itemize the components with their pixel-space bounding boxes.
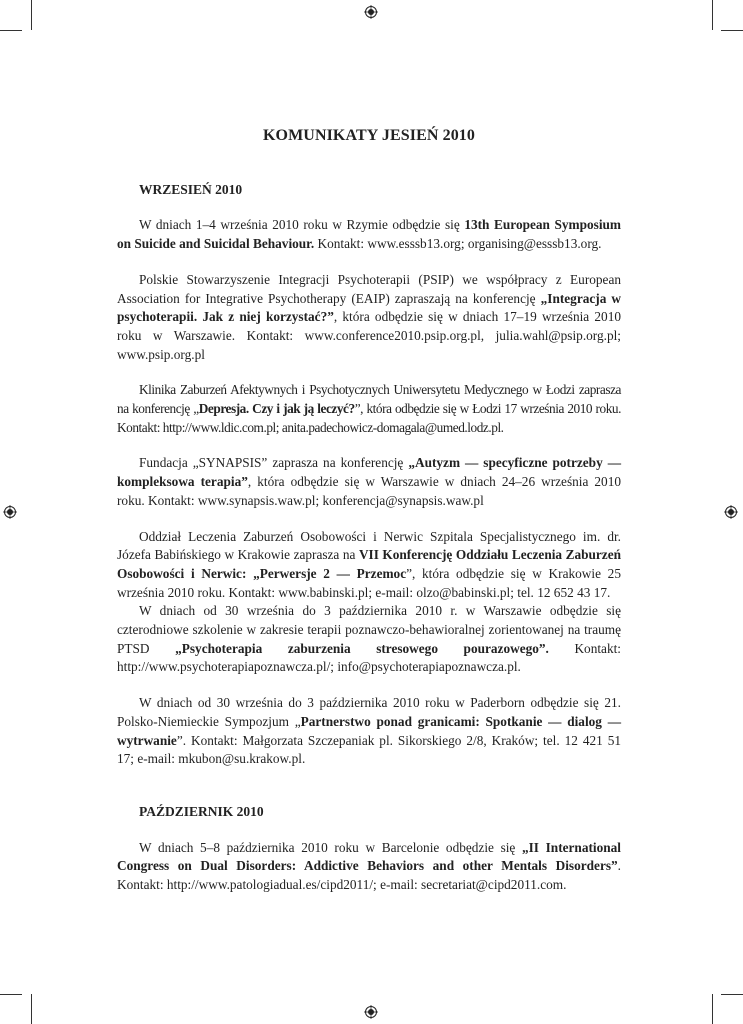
event-name: „Autyzm — specyficzne potrzeby — kompleksowa terapia” <box>117 455 622 490</box>
crop-mark-left-bottom <box>0 994 22 995</box>
crop-mark-bottom-right <box>712 994 713 1024</box>
crop-mark-top-right <box>712 0 713 30</box>
announcement-paragraph: Klinika Zaburzeń Afektywnych i Psychotycznych Uniwersytetu Medycznego w Łodzi zaprasza na konferencję „Depresja. Czy i jak ją leczyć?”, która odbędzie się w Łodzi 17 września 2010 roku. Kontakt: http://www.ldic.com.pl; anita.padechowicz-domagala@umed.lodz.pl. <box>117 382 621 435</box>
crop-mark-right-top <box>721 30 743 31</box>
event-name: VII Konferencję Oddziału Leczenia Zaburzeń Osobowości i Nerwic: „Perwersje 2 — Przemoc <box>117 547 621 581</box>
registration-mark-top-icon <box>364 5 378 19</box>
crop-mark-left-top <box>0 30 22 31</box>
page-title: KOMUNIKATY JESIEŃ 2010 <box>263 127 475 144</box>
crop-mark-top-left <box>31 0 32 30</box>
event-name: 13th European Symposium on Suicide and Suicidal Behaviour. <box>117 217 622 252</box>
event-name: „II International Congress on Dual Disorders: Addictive Behaviors and other Mentals Disorders” <box>117 839 621 874</box>
announcement-paragraph: W dniach od 30 września do 3 października 2010 r. w Warszawie odbędzie się czterodniowe szkolenie w zakresie terapii poznawczo-behawioralnej zorientowanej na traumę PTSD „Psychoterapia zaburzenia stresowego pourazowego”. Kontakt: http://www.psychoterapiapoznawcza.pl/; info@psychoterapiapoznawcza.pl. <box>117 603 621 675</box>
event-name: „Integracja w psychoterapii. Jak z niej korzystać?” <box>117 290 622 325</box>
announcement-paragraph: W dniach od 30 września do 3 października 2010 roku w Paderborn odbędzie się 21. Polsko-Niemieckie Sympozjum „Partnerstwo ponad granicami: Spotkanie — dialog — wytrwanie”. Kontakt: Małgorzata Szczepaniak pl. Sikorskiego 2/8, Kraków; tel. 12 421 51 17; e-mail: mkubon@su.krakow.pl. <box>117 695 621 767</box>
registration-mark-left-icon <box>3 505 17 519</box>
registration-mark-bottom-icon <box>364 1005 378 1019</box>
section-heading-september: WRZESIEŃ 2010 <box>139 181 243 197</box>
article-body <box>117 127 621 895</box>
registration-mark-right-icon <box>724 505 738 519</box>
announcement-paragraph: Polskie Stowarzyszenie Integracji Psychoterapii (PSIP) we współpracy z European Association for Integrative Psychotherapy (EAIP) zapraszają na konferencję „Integracja w psychoterapii. Jak z niej korzystać?”, która odbędzie się w dniach 17–19 września 2010 roku w Warszawie. Kontakt: www.conference2010.psip.org.pl, julia.wahl@psip.org.pl; www.psip.org.pl <box>117 271 622 362</box>
event-name: Depresja. Czy i jak ją leczyć? <box>198 401 355 417</box>
announcement-paragraph: W dniach 5–8 października 2010 roku w Barcelonie odbędzie się „II International Congress on Dual Disorders: Addictive Behaviors and other Mentals Disorders”. Kontakt: http://www.patologiadual.es/cipd2011/; e-mail: secretariat@cipd2011.com. <box>117 839 621 893</box>
event-name: „Psychoterapia zaburzenia stresowego pourazowego”. <box>175 640 549 656</box>
crop-mark-right-bottom <box>721 994 743 995</box>
section-heading-october: PAŹDZIERNIK 2010 <box>139 803 264 819</box>
event-name: Partnerstwo ponad granicami: Spotkanie — dialog — wytrwanie <box>117 713 621 748</box>
announcement-paragraph: Fundacja „SYNAPSIS” zaprasza na konferencję „Autyzm — specyficzne potrzeby — kompleksowa terapia”, która odbędzie się w Warszawie w dniach 24–26 września 2010 roku. Kontakt: www.synapsis.waw.pl; konferencja@synapsis.waw.pl <box>117 455 622 508</box>
announcement-paragraph: Oddział Leczenia Zaburzeń Osobowości i Nerwic Szpitala Specjalistycznego im. dr. Józefa Babińskiego w Krakowie zaprasza na VII Konferencję Oddziału Leczenia Zaburzeń Osobowości i Nerwic: „Perwersje 2 — Przemoc”, która odbędzie się w Krakowie 25 września 2010 roku. Kontakt: www.babinski.pl; e-mail: olzo@babinski.pl; tel. 12 652 43 17. <box>117 528 621 600</box>
crop-mark-bottom-left <box>31 994 32 1024</box>
announcement-paragraph: W dniach 1–4 września 2010 roku w Rzymie odbędzie się 13th European Symposium on Suicide and Suicidal Behaviour. Kontakt: www.esssb13.org; organising@esssb13.org. <box>117 217 622 252</box>
